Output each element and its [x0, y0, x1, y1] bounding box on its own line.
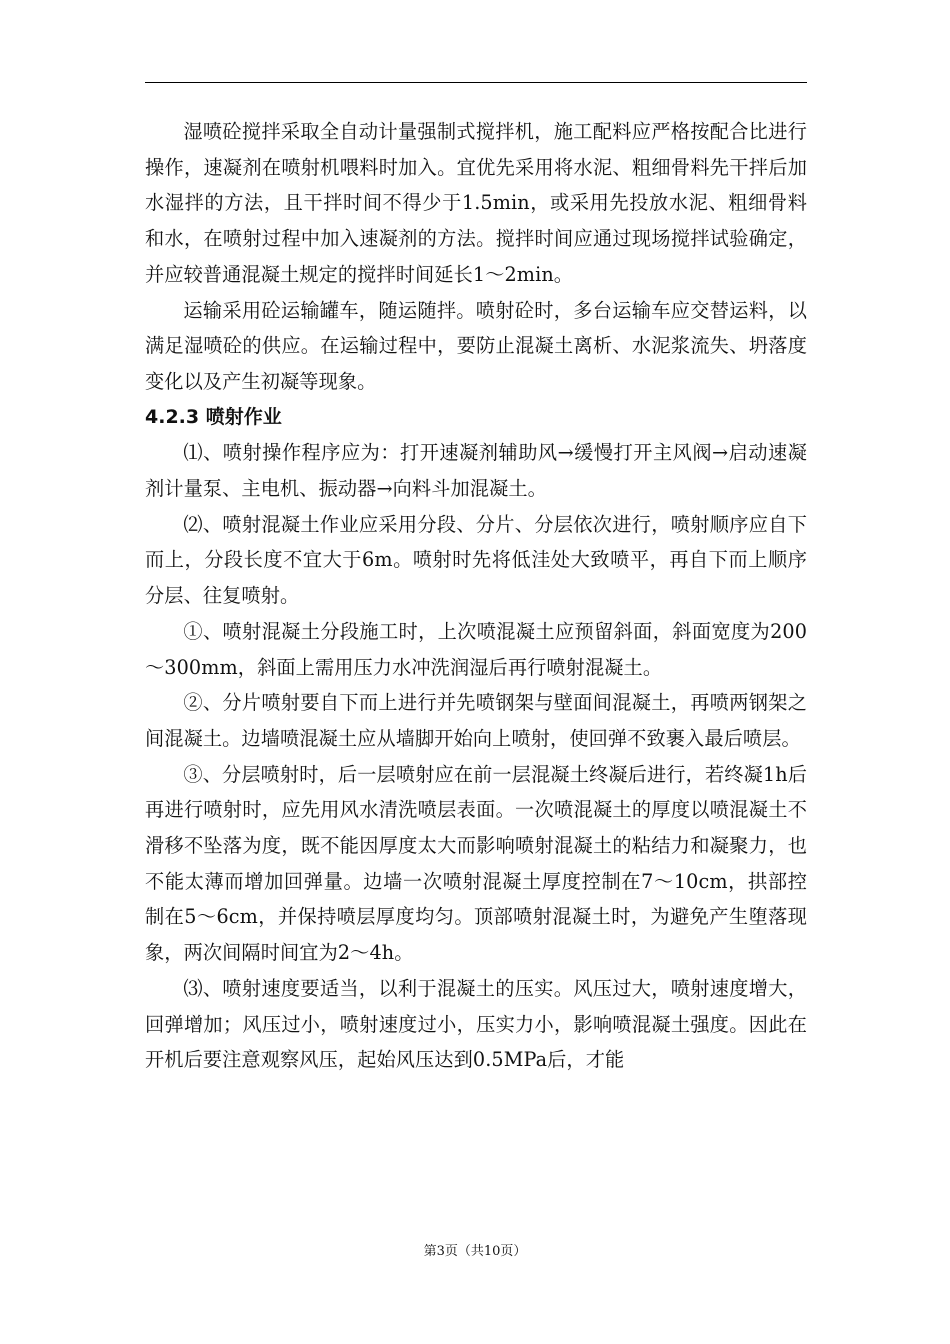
paragraph-mixing: 湿喷砼搅拌采取全自动计量强制式搅拌机，施工配料应严格按配合比进行操作，速凝剂在喷射机喂料时加入。宜优先采用将水泥、粗细骨料先干拌后加水湿拌的方法，且干拌时间不得少于1.5min，或采用先投放水泥、粗细骨料和水，在喷射过程中加入速凝剂的方法。搅拌时间应通过现场搅拌试验确定，并应较普通混凝土规定的搅拌时间延长1～2min。 — [145, 120, 807, 286]
paragraph-procedure: ⑴、喷射操作程序应为：打开速凝剂辅助风→缓慢打开主风阀→启动速凝剂计量泵、主电机、振动器→向料斗加混凝土。 — [145, 441, 807, 501]
paragraph-layer-spray: ③、分层喷射时，后一层喷射应在前一层混凝土终凝后进行，若终凝1h后再进行喷射时，应先用风水清洗喷层表面。一次喷混凝土的厚度以喷混凝土不滑移不坠落为度，既不能因厚度太大而影响喷射混凝土的粘结力和凝聚力，也不能太薄而增加回弹量。边墙一次喷射混凝土厚度控制在7～10cm，拱部控制在5～6cm，并保持喷层厚度均匀。顶部喷射混凝土时，为避免产生堕落现象，两次间隔时间宜为2～4h。 — [145, 762, 807, 965]
paragraph-transport: 运输采用砼运输罐车，随运随拌。喷射砼时，多台运输车应交替运料，以满足湿喷砼的供应。在运输过程中，要防止混凝土离析、水泥浆流失、坍落度变化以及产生初凝等现象。 — [145, 298, 807, 393]
paragraph-sequence: ⑵、喷射混凝土作业应采用分段、分片、分层依次进行，喷射顺序应自下而上，分段长度不宜大于6m。喷射时先将低洼处大致喷平，再自下而上顺序分层、往复喷射。 — [145, 512, 807, 608]
paragraph-spray-speed: ⑶、喷射速度要适当，以利于混凝土的压实。风压过大，喷射速度增大，回弹增加；风压过小，喷射速度过小，压实力小，影响喷混凝土强度。因此在开机后要注意观察风压，起始风压达到0.5MPa后，才能 — [145, 976, 807, 1072]
header-rule — [145, 82, 807, 83]
section-heading: 4.2.3 喷射作业 — [145, 405, 282, 428]
paragraph-segment: ①、喷射混凝土分段施工时，上次喷混凝土应预留斜面，斜面宽度为200～300mm，斜面上需用压力水冲洗润湿后再行喷射混凝土。 — [145, 619, 807, 679]
document-body — [145, 114, 807, 1078]
page-footer: 第3页（共10页） — [423, 1244, 527, 1259]
paragraph-section-spray: ②、分片喷射要自下而上进行并先喷钢架与壁面间混凝土，再喷两钢架之间混凝土。边墙喷混凝土应从墙脚开始向上喷射，使回弹不致裹入最后喷层。 — [145, 691, 807, 750]
